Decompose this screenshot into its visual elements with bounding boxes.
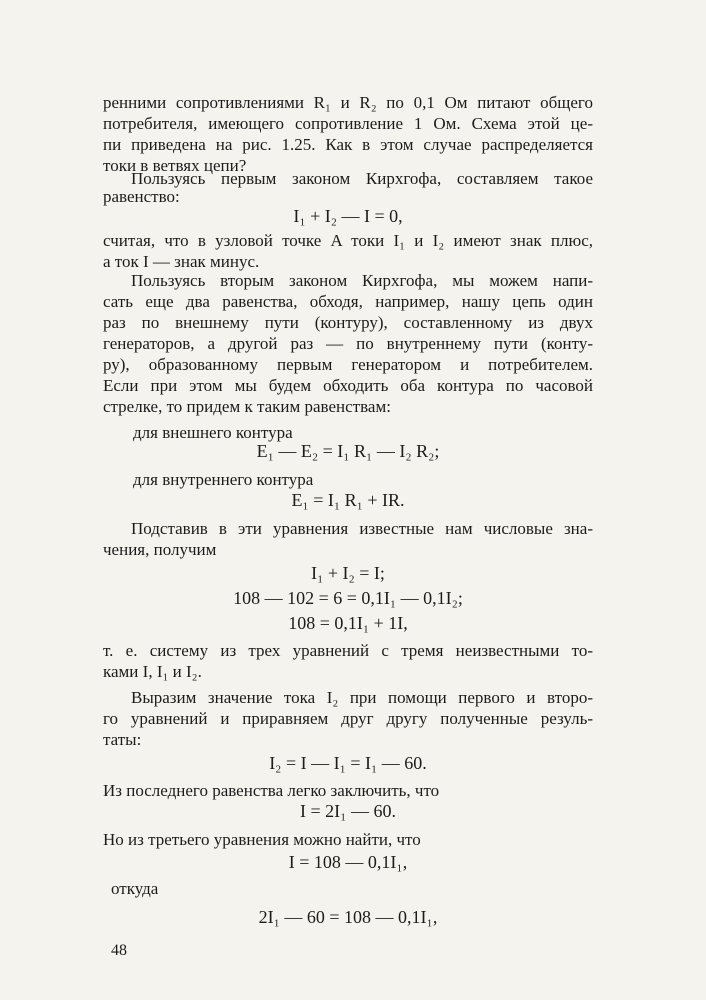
text-line: ками I, I₁ и I₂. [103,662,202,681]
text-line: токи в ветвях цепи? [103,156,247,175]
text-line: Подставив в эти уравнения известные нам числовые зна- [131,519,593,538]
equation: E₁ = I₁ R₁ + IR. [291,490,405,510]
text-line: стрелке, то придем к таким равенствам: [103,397,391,416]
text-line: чения, получим [103,540,217,559]
text-line: откуда [111,879,159,898]
equation: 2I₁ — 60 = 108 — 0,1I₁, [258,907,438,927]
text-line: потребителя, имеющего сопротивление 1 Ом. Схема этой це- [103,114,593,133]
text-line: Пользуясь вторым законом Кирхгофа, мы можем напи- [131,271,593,290]
text-line: считая, что в узловой точке A токи I₁ и I₂ имеют знак плюс, [103,231,593,250]
text-line: для внутреннего контура [133,470,314,489]
equation: 108 = 0,1I₁ + 1I, [288,613,408,633]
text-line: Из последнего равенства легко заключить, что [103,781,440,800]
equation: I₁ + I₂ — I = 0, [293,206,403,226]
text-line: Если при этом мы будем обходить оба контура по часовой [103,376,593,395]
text-line: раз по внешнему пути (контуру), составленному из двух [103,313,593,332]
page-number: 48 [111,942,127,959]
text-line: т. е. систему из трех уравнений с тремя неизвестными то- [103,641,593,660]
text-line: ру), образованному первым генератором и потребителем. [103,355,593,374]
equation: I₂ = I — I₁ = I₁ — 60. [269,753,427,773]
text-line: пи приведена на рис. 1.25. Как в этом случае распределяется [103,135,593,154]
equation: I = 2I₁ — 60. [300,801,396,821]
text-line: го уравнений и приравняем друг другу полученные резуль- [103,709,593,728]
text-line: генераторов, а другой раз — по внутреннему пути (конту- [103,334,593,353]
text-line: ренними сопротивлениями R₁ и R₂ по 0,1 Ом питают общего [103,93,593,112]
text-line: а ток I — знак минус. [103,252,260,271]
text-line: Выразим значение тока I₂ при помощи первого и второ- [131,688,593,707]
text-line: равенство: [103,187,180,206]
equation: I₁ + I₂ = I; [311,563,385,583]
equation: 108 — 102 = 6 = 0,1I₁ — 0,1I₂; [233,588,463,608]
text-line: для внешнего контура [133,423,293,442]
text-line: сать еще два равенства, обходя, например, нашу цепь один [103,292,593,311]
text-line: Но из третьего уравнения можно найти, что [103,830,421,849]
equation: E₁ — E₂ = I₁ R₁ — I₂ R₂; [256,441,440,461]
equation: I = 108 — 0,1I₁, [288,852,408,872]
text-line: таты: [103,730,142,749]
text-line: Пользуясь первым законом Кирхгофа, составляем такое [131,169,593,188]
